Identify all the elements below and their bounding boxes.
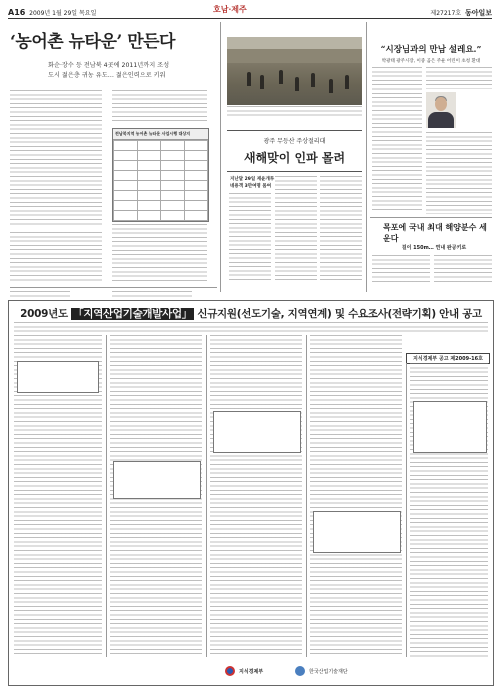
column-subhead: 박광태 광주시장, 이중 곰은 주운 어린이 초청 환대 [381, 59, 481, 64]
lead-table [112, 128, 209, 222]
photo-story-kicker: 광주 무등산 주상절리대 [263, 138, 326, 145]
ad-footer [129, 665, 429, 683]
column-body-1 [372, 67, 422, 213]
lead-body-col-5 [10, 232, 102, 282]
photo-person [295, 77, 299, 91]
ad-title-prefix: 2009년도 [20, 308, 68, 320]
photo-person [279, 70, 283, 84]
photo-person [311, 73, 315, 87]
column-heading [370, 43, 492, 64]
photo-story-body-2 [275, 176, 317, 281]
ad-title [9, 306, 493, 321]
ad-col-divider [206, 335, 207, 657]
photo-story-sub-2: 네용객 3만여명 몸여 [230, 184, 272, 189]
page-date-line [8, 8, 96, 17]
section-title [213, 4, 247, 15]
column-body-2 [426, 67, 492, 89]
photo-story-body-3 [320, 176, 362, 281]
notice-box-left [10, 291, 70, 299]
notice-box-center [112, 291, 192, 299]
column-headline: “시장님과의 만남 설레요.” [380, 45, 482, 55]
ad-sponsor-1: 지식경제부 [239, 669, 264, 675]
news-photo [227, 37, 362, 105]
ad-col-divider [106, 335, 107, 657]
ad-table [413, 401, 487, 453]
photo-story-box [227, 130, 362, 172]
paper-title: 동아일보 [464, 9, 492, 17]
ad-notice-number: 지식경제부 공고 제2009-16호 [406, 353, 490, 364]
lead-headline: ‘농어촌 뉴타운’ 만든다 [10, 32, 175, 52]
photo-caption [227, 106, 362, 118]
ad-col-divider [406, 363, 407, 657]
masthead [8, 4, 492, 19]
ad-table [17, 361, 99, 393]
page-number: A16 [8, 8, 26, 17]
ad-col-4 [310, 335, 402, 657]
photo-story-headline: 새해맞이 인파 몰려 [243, 151, 346, 165]
portrait-head [435, 97, 447, 111]
column-divider [220, 22, 221, 292]
ad-table [313, 511, 401, 553]
portrait-photo [426, 92, 456, 128]
ad-col-3 [210, 335, 302, 657]
side-story-body-2 [434, 255, 492, 285]
foundation-logo-icon [295, 666, 305, 676]
section-rule [370, 217, 492, 218]
photo-person [345, 75, 349, 89]
photo-story-body-1 [229, 193, 271, 281]
government-ad [8, 300, 494, 686]
lead-subhead-1: 화순·장수 등 전남북 4곳에 2011년까지 조성 [48, 62, 170, 69]
side-story-subhead: 걸이 150m… 연내 완공키로 [401, 245, 467, 251]
side-story-body-1 [372, 255, 430, 285]
ad-table [113, 461, 201, 499]
lead-table-grid [113, 140, 208, 221]
ad-sponsor-2: 한국산업기술재단 [309, 669, 348, 675]
ad-title-main: 신규지원(선도기술, 지역연계) 및 수요조사(전략기획) 안내 공고 [197, 308, 482, 320]
issue-number: 제27217호 [430, 10, 462, 17]
ad-intro-text [14, 322, 488, 332]
photo-hill [227, 49, 362, 63]
paper-name [430, 8, 492, 18]
ministry-logo-icon [225, 666, 235, 676]
photo-story-sub-1: 지난달 29일 재윤개투 [230, 177, 275, 182]
lead-body-col-1 [10, 90, 102, 225]
side-story-headline: 목포에 국내 최대 해양분수 세운다 [383, 222, 487, 243]
ad-table [213, 411, 301, 453]
section-name: 호남·제주 [213, 4, 247, 14]
lead-table-title: 전남북지역 농어촌 뉴타운 사업시행 대상지 [113, 129, 208, 140]
photo-person [260, 75, 264, 89]
page-date: 2009년 1월 29일 목요일 [29, 10, 97, 17]
photo-person [247, 72, 251, 86]
lead-subhead-2: 도시 젊은층 귀농 유도… 젊은인력으로 키워 [48, 72, 166, 79]
ad-title-highlight: 「지역산업기술개발사업」 [73, 308, 192, 320]
section-rule [10, 287, 217, 288]
lead-body-col-2 [112, 90, 207, 124]
column-divider [366, 22, 367, 292]
ad-col-divider [306, 335, 307, 657]
column-body-3 [426, 132, 492, 214]
portrait-suit [428, 112, 454, 128]
lead-body-col-3 [112, 224, 207, 282]
photo-person [329, 79, 333, 93]
